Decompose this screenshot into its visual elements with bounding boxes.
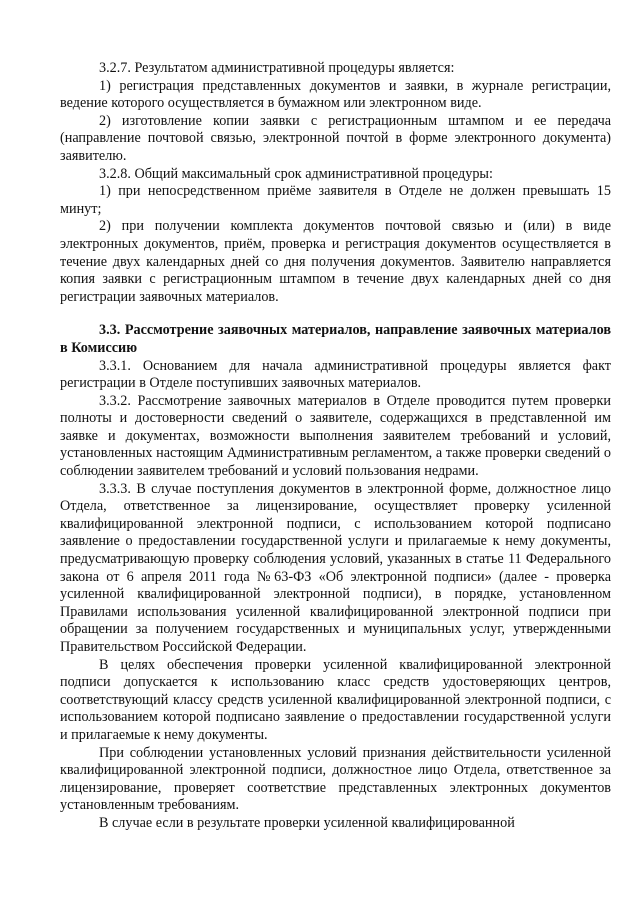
para-3-3-1: 3.3.1. Основанием для начала административной процедуры является факт регистрации в Отделе поступивших заявочных материалов. (60, 357, 611, 392)
para-3-3-2: 3.3.2. Рассмотрение заявочных материалов в Отделе проводится путем проверки полноты и достоверности сведений о заявителе, содержащихся в представленной им заявке и документах, возможности выполнения заявителем требований и условий, установленных настоящим Административным регламентом, а также проверки сведений о соблюдении заявителем требований и условий пользования недрами. (60, 392, 611, 480)
para-3-2-7-item-1: 1) регистрация представленных документов и заявки, в журнале регистрации, ведение которого осуществляется в бумажном или электронном виде. (60, 77, 611, 112)
para-validity-check: При соблюдении установленных условий признания действительности усиленной квалифицированной электронной подписи, должностное лицо Отдела, ответственное за лицензирование, проверяет соответствие представленных электронных документов установленным требованиям. (60, 744, 611, 814)
para-3-3-3: 3.3.3. В случае поступления документов в электронной форме, должностное лицо Отдела, ответственное за лицензирование, осуществляет проверку усиленной квалифицированной электронной подписи, с использованием которой подписано заявление о предоставлении государственной услуги и прилагаемые к нему документы, предусматривающую проверку соблюдения условий, указанных в статье 11 Федерального закона от 6 апреля 2011 года №63-ФЗ «Об электронной подписи» (далее - проверка усиленной квалифицированной электронной подписи), в порядке, установленном Правилами использования усиленной квалифицированной электронной подписи при обращении за получением государственных и муниципальных услуг, утвержденными Правительством Российской Федерации. (60, 480, 611, 655)
para-verification-classes: В целях обеспечения проверки усиленной квалифицированной электронной подписи допускается к использованию класс средств удостоверяющих центров, соответствующий классу средств усиленной квалифицированной электронной подписи, с использованием которой подписано заявление о предоставлении государственной услуги и прилагаемые к нему документы. (60, 656, 611, 743)
para-3-2-8: 3.2.8. Общий максимальный срок административной процедуры: (99, 165, 493, 182)
para-3-2-7-item-2: 2) изготовление копии заявки с регистрационным штампом и ее передача (направление почтовой связью, электронной почтой в форме электронного документа) заявителю. (60, 112, 611, 164)
para-3-2-8-item-1: 1) при непосредственном приёме заявителя в Отделе не должен превышать 15 минут; (60, 183, 611, 217)
para-3-2-8-item-2: 2) при получении комплекта документов почтовой связью и (или) в виде электронных документов, приём, проверка и регистрация документов осуществляется в течение двух календарных дней со дня получения документов. Заявителю направляется копия заявки с регистрационным штампом в течение двух календарных дней со дня регистрации заявочных материалов. (60, 218, 611, 305)
document-page (60, 60, 611, 833)
para-check-result: В случае если в результате проверки усиленной квалифицированной (99, 814, 515, 831)
section-3-3-heading: 3.3. Рассмотрение заявочных материалов, направление заявочных материалов в Комиссию (60, 322, 611, 356)
para-3-2-7: 3.2.7. Результатом административной процедуры является: (99, 60, 455, 76)
